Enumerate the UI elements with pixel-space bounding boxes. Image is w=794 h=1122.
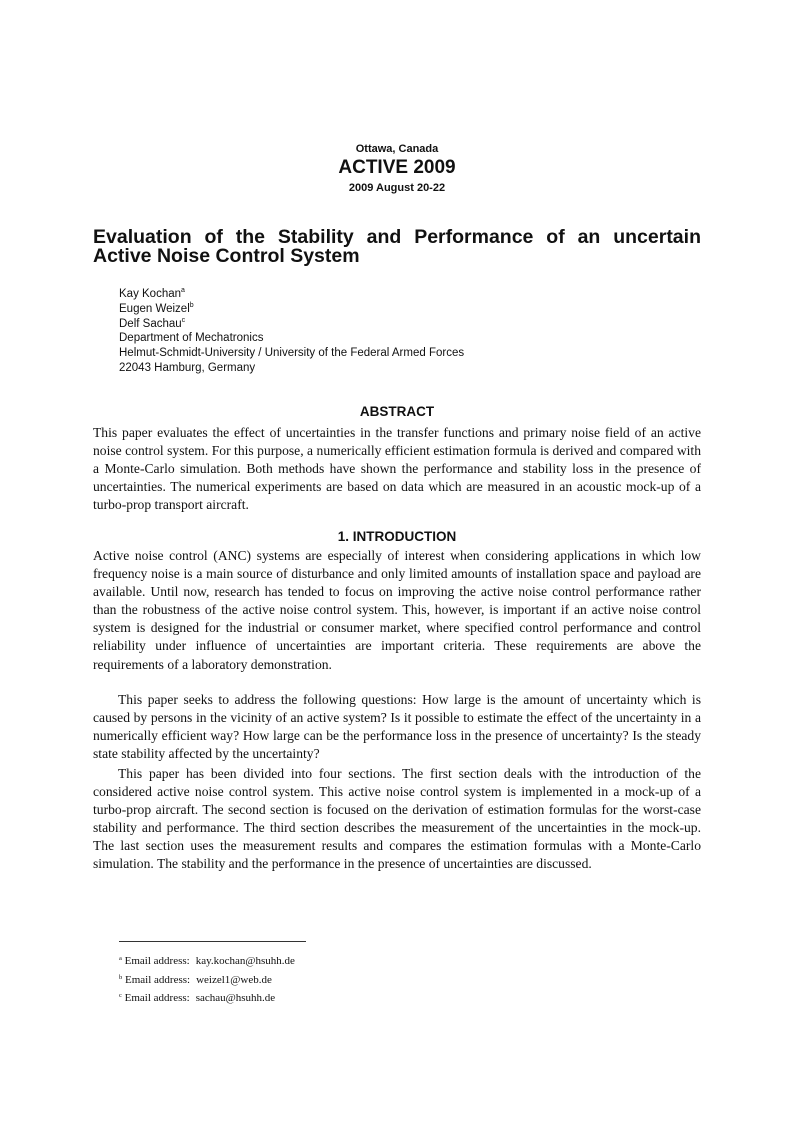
footnote-mark: a (119, 955, 122, 962)
abstract-text: This paper evaluates the effect of uncertainties in the transfer functions and primary noise field of an active noise control system. For this purpose, a numerically efficient estimation formula is derived and compared with a Monte-Carlo simulation. Both methods have shown the performance and stability loss in the presence of uncertainties. The numerical experiments are based on data which are measured in an acoustic mock-up of a turbo-prop transport aircraft. (93, 425, 701, 513)
footnote-mark: c (119, 992, 122, 999)
conference-location: Ottawa, Canada (355, 143, 439, 155)
author-name: Delf Sachau (119, 317, 182, 330)
footnote-mark: b (119, 973, 123, 981)
affiliation-address: 22043 Hamburg, Germany (119, 361, 256, 374)
footnote-email: sachau@hsuhh.de (195, 992, 276, 1004)
footnote-label: Email address: (124, 992, 190, 1004)
footnote-email: kay.kochan@hsuhh.de (195, 955, 295, 967)
author-line (119, 302, 464, 317)
affiliation-department: Department of Mechatronics (119, 332, 264, 345)
introduction-heading: 1. INTRODUCTION (337, 529, 457, 544)
author-line (119, 287, 464, 302)
conference-dates: 2009 August 20-22 (348, 182, 446, 194)
footnote-label: Email address: (124, 955, 190, 967)
footnote (119, 952, 295, 971)
footnote-email: weizel1@web.de (196, 973, 272, 986)
intro-paragraph: This paper seeks to address the following questions: How large is the amount of uncertainty which is caused by persons in the vicinity of an active system? Is it possible to estimate the effect of the uncertainty in a numerically efficient way? How large can be the performance loss in the presence of uncertainty? Is the steady state stability affected by the uncertainty? (93, 692, 701, 762)
intro-paragraph: This paper has been divided into four sections. The first section deals with the introduction of the considered active noise control system. This active noise control system is implemented in a mock-up of a turbo-prop aircraft. The second section is focused on the derivation of estimation formulas for the worst-case stability and performance. The third section describes the measurement of the uncertainties in the mock-up. The last section uses the measurement results and compares the estimation formulas with a Monte-Carlo simulation. The stability and the performance in the presence of uncertainties are discussed. (93, 766, 701, 872)
author-footnote-mark: b (189, 301, 194, 309)
footnotes (119, 952, 295, 1008)
footnote (119, 971, 295, 990)
author-name: Kay Kochan (119, 288, 182, 300)
author-footnote-mark: c (181, 316, 186, 324)
intro-paragraph: Active noise control (ANC) systems are especially of interest when considering applications in which low frequency noise is a main source of disturbance and only limited amounts of installation space and payload are available. Until now, research has tended to focus on improving the active noise control performance rather than the robustness of the active noise control system. This, however, is important if an active noise control system is designed for the industrial or consumer market, where specified control performance and control reliability under influence of uncertainties are important criteria. These requirements are above the requirements of a laboratory demonstration. (93, 548, 701, 672)
paper-title: Evaluation of the Stability and Performance of an uncertain Active Noise Control System (93, 226, 701, 267)
abstract-heading: ABSTRACT (359, 404, 435, 419)
footnote (119, 989, 295, 1008)
author-footnote-mark: a (181, 287, 185, 294)
author-line (119, 317, 464, 332)
conference-name: ACTIVE 2009 (338, 157, 456, 178)
author-name: Eugen Weizel (119, 302, 190, 315)
affiliation-university: Helmut-Schmidt-University / University of the Federal Armed Forces (119, 347, 465, 360)
footnote-divider (119, 941, 306, 942)
author-block (119, 287, 464, 376)
footnote-label: Email address: (125, 973, 191, 986)
